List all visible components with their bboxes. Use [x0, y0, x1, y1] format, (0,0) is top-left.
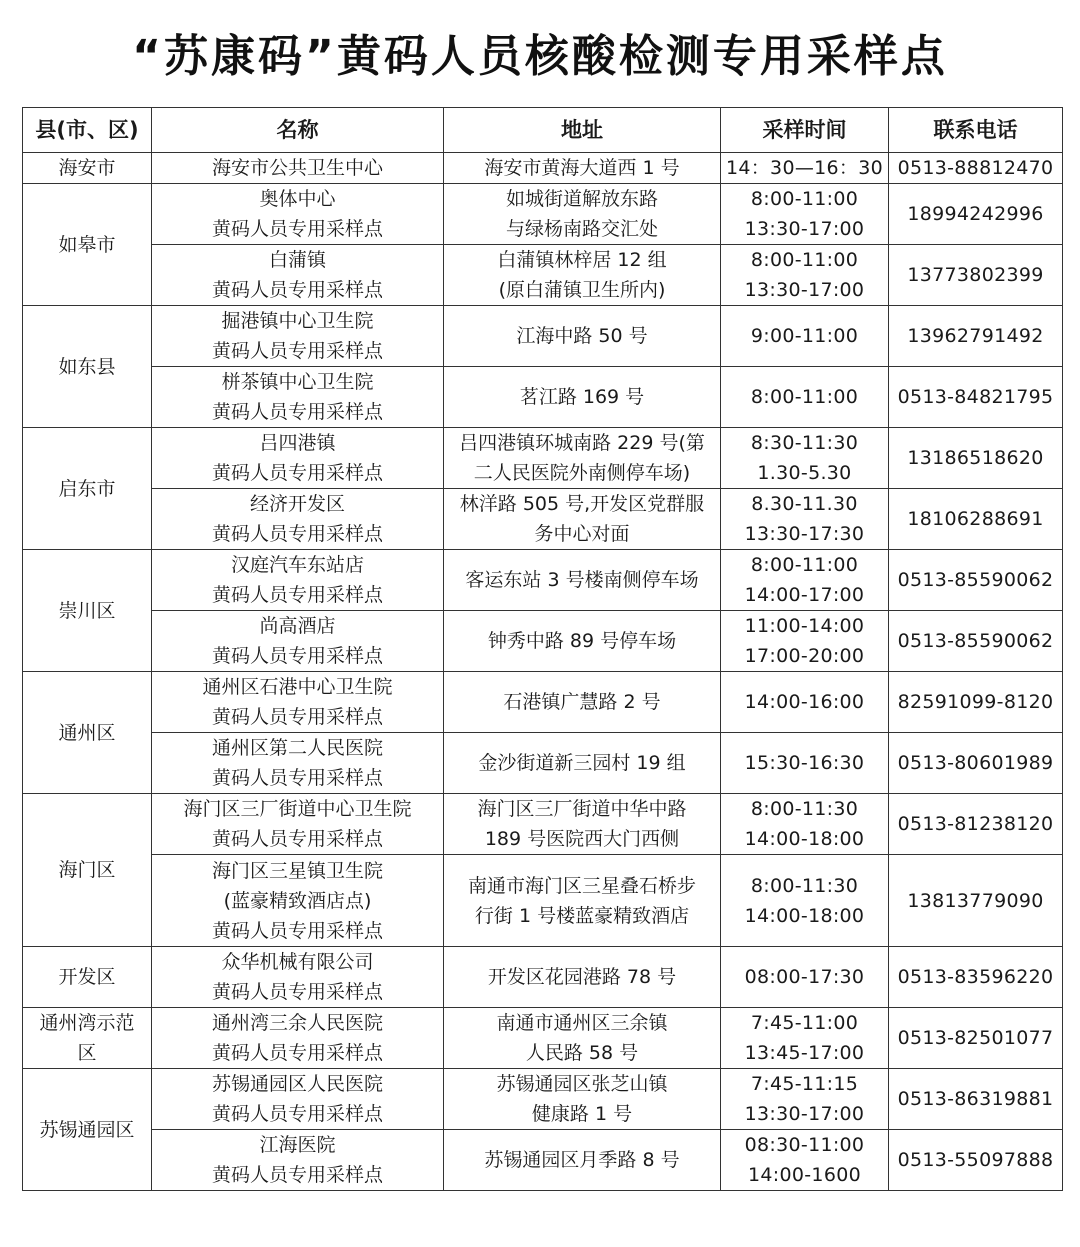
header-name: 名称	[152, 108, 444, 153]
phone-cell: 18106288691	[889, 489, 1063, 550]
time-cell: 8:00-11:00 13:30-17:00	[721, 184, 889, 245]
table-row	[23, 1008, 1063, 1069]
address-cell: 开发区花园港路 78 号	[444, 947, 721, 1008]
phone-cell: 0513-83596220	[889, 947, 1063, 1008]
table-row	[23, 855, 1063, 947]
table-row	[23, 306, 1063, 367]
table-row	[23, 428, 1063, 489]
header-phone: 联系电话	[889, 108, 1063, 153]
site-name-cell: 通州湾三余人民医院 黄码人员专用采样点	[152, 1008, 444, 1069]
site-name-cell: 通州区石港中心卫生院 黄码人员专用采样点	[152, 672, 444, 733]
county-cell: 通州区	[23, 672, 152, 794]
phone-cell: 13813779090	[889, 855, 1063, 947]
site-name-cell: 吕四港镇 黄码人员专用采样点	[152, 428, 444, 489]
county-cell: 崇川区	[23, 550, 152, 672]
phone-cell: 0513-80601989	[889, 733, 1063, 794]
site-name-cell: 掘港镇中心卫生院 黄码人员专用采样点	[152, 306, 444, 367]
phone-cell: 13773802399	[889, 245, 1063, 306]
address-cell: 金沙街道新三园村 19 组	[444, 733, 721, 794]
phone-cell: 13186518620	[889, 428, 1063, 489]
address-cell: 茗江路 169 号	[444, 367, 721, 428]
time-cell: 14:00-16:00	[721, 672, 889, 733]
address-cell: 海安市黄海大道西 1 号	[444, 153, 721, 184]
table-header-row	[23, 108, 1063, 153]
county-cell: 海安市	[23, 153, 152, 184]
table-row	[23, 550, 1063, 611]
sampling-sites-table	[22, 107, 1063, 1191]
time-cell: 08:00-17:30	[721, 947, 889, 1008]
table-row	[23, 672, 1063, 733]
table-row	[23, 184, 1063, 245]
table-row	[23, 947, 1063, 1008]
time-cell: 7:45-11:15 13:30-17:00	[721, 1069, 889, 1130]
time-cell: 14：30—16：30	[721, 153, 889, 184]
time-cell: 8:00-11:00 13:30-17:00	[721, 245, 889, 306]
time-cell: 08:30-11:00 14:00-1600	[721, 1130, 889, 1191]
site-name-cell: 海门区三星镇卫生院 (蓝豪精致酒店点) 黄码人员专用采样点	[152, 855, 444, 947]
county-cell: 如东县	[23, 306, 152, 428]
table-row	[23, 367, 1063, 428]
address-cell: 南通市海门区三星叠石桥步 行街 1 号楼蓝豪精致酒店	[444, 855, 721, 947]
address-cell: 吕四港镇环城南路 229 号(第 二人民医院外南侧停车场)	[444, 428, 721, 489]
site-name-cell: 经济开发区 黄码人员专用采样点	[152, 489, 444, 550]
site-name-cell: 尚高酒店 黄码人员专用采样点	[152, 611, 444, 672]
phone-cell: 82591099-8120	[889, 672, 1063, 733]
time-cell: 8:30-11:30 1.30-5.30	[721, 428, 889, 489]
table-row	[23, 489, 1063, 550]
table-row	[23, 153, 1063, 184]
time-cell: 8:00-11:00 14:00-17:00	[721, 550, 889, 611]
header-county: 县(市、区)	[23, 108, 152, 153]
time-cell: 8:00-11:00	[721, 367, 889, 428]
phone-cell: 0513-85590062	[889, 611, 1063, 672]
address-cell: 客运东站 3 号楼南侧停车场	[444, 550, 721, 611]
address-cell: 海门区三厂街道中华中路 189 号医院西大门西侧	[444, 794, 721, 855]
address-cell: 苏锡通园区月季路 8 号	[444, 1130, 721, 1191]
county-cell: 开发区	[23, 947, 152, 1008]
time-cell: 8:00-11:30 14:00-18:00	[721, 794, 889, 855]
site-name-cell: 白蒲镇 黄码人员专用采样点	[152, 245, 444, 306]
page-title: “苏康码”黄码人员核酸检测专用采样点	[132, 31, 948, 82]
header-time: 采样时间	[721, 108, 889, 153]
address-cell: 南通市通州区三余镇 人民路 58 号	[444, 1008, 721, 1069]
site-name-cell: 苏锡通园区人民医院 黄码人员专用采样点	[152, 1069, 444, 1130]
phone-cell: 0513-55097888	[889, 1130, 1063, 1191]
table-row	[23, 733, 1063, 794]
site-name-cell: 海门区三厂街道中心卫生院 黄码人员专用采样点	[152, 794, 444, 855]
table-row	[23, 245, 1063, 306]
county-cell: 通州湾示范 区	[23, 1008, 152, 1069]
site-name-cell: 奥体中心 黄码人员专用采样点	[152, 184, 444, 245]
time-cell: 8.30-11.30 13:30-17:30	[721, 489, 889, 550]
site-name-cell: 汉庭汽车东站店 黄码人员专用采样点	[152, 550, 444, 611]
county-cell: 如皋市	[23, 184, 152, 306]
address-cell: 石港镇广慧路 2 号	[444, 672, 721, 733]
address-cell: 林洋路 505 号,开发区党群服 务中心对面	[444, 489, 721, 550]
phone-cell: 0513-84821795	[889, 367, 1063, 428]
phone-cell: 0513-85590062	[889, 550, 1063, 611]
time-cell: 7:45-11:00 13:45-17:00	[721, 1008, 889, 1069]
phone-cell: 18994242996	[889, 184, 1063, 245]
address-cell: 钟秀中路 89 号停车场	[444, 611, 721, 672]
phone-cell: 13962791492	[889, 306, 1063, 367]
site-name-cell: 众华机械有限公司 黄码人员专用采样点	[152, 947, 444, 1008]
phone-cell: 0513-88812470	[889, 153, 1063, 184]
address-cell: 江海中路 50 号	[444, 306, 721, 367]
address-cell: 白蒲镇林梓居 12 组 (原白蒲镇卫生所内)	[444, 245, 721, 306]
time-cell: 9:00-11:00	[721, 306, 889, 367]
site-name-cell: 海安市公共卫生中心	[152, 153, 444, 184]
site-name-cell: 通州区第二人民医院 黄码人员专用采样点	[152, 733, 444, 794]
table-row	[23, 1130, 1063, 1191]
address-cell: 如城街道解放东路 与绿杨南路交汇处	[444, 184, 721, 245]
site-name-cell: 栟茶镇中心卫生院 黄码人员专用采样点	[152, 367, 444, 428]
phone-cell: 0513-81238120	[889, 794, 1063, 855]
site-name-cell: 江海医院 黄码人员专用采样点	[152, 1130, 444, 1191]
county-cell: 海门区	[23, 794, 152, 947]
county-cell: 启东市	[23, 428, 152, 550]
address-cell: 苏锡通园区张芝山镇 健康路 1 号	[444, 1069, 721, 1130]
time-cell: 11:00-14:00 17:00-20:00	[721, 611, 889, 672]
table-row	[23, 1069, 1063, 1130]
table-row	[23, 611, 1063, 672]
phone-cell: 0513-86319881	[889, 1069, 1063, 1130]
county-cell: 苏锡通园区	[23, 1069, 152, 1191]
time-cell: 8:00-11:30 14:00-18:00	[721, 855, 889, 947]
table-row	[23, 794, 1063, 855]
time-cell: 15:30-16:30	[721, 733, 889, 794]
header-address: 地址	[444, 108, 721, 153]
phone-cell: 0513-82501077	[889, 1008, 1063, 1069]
